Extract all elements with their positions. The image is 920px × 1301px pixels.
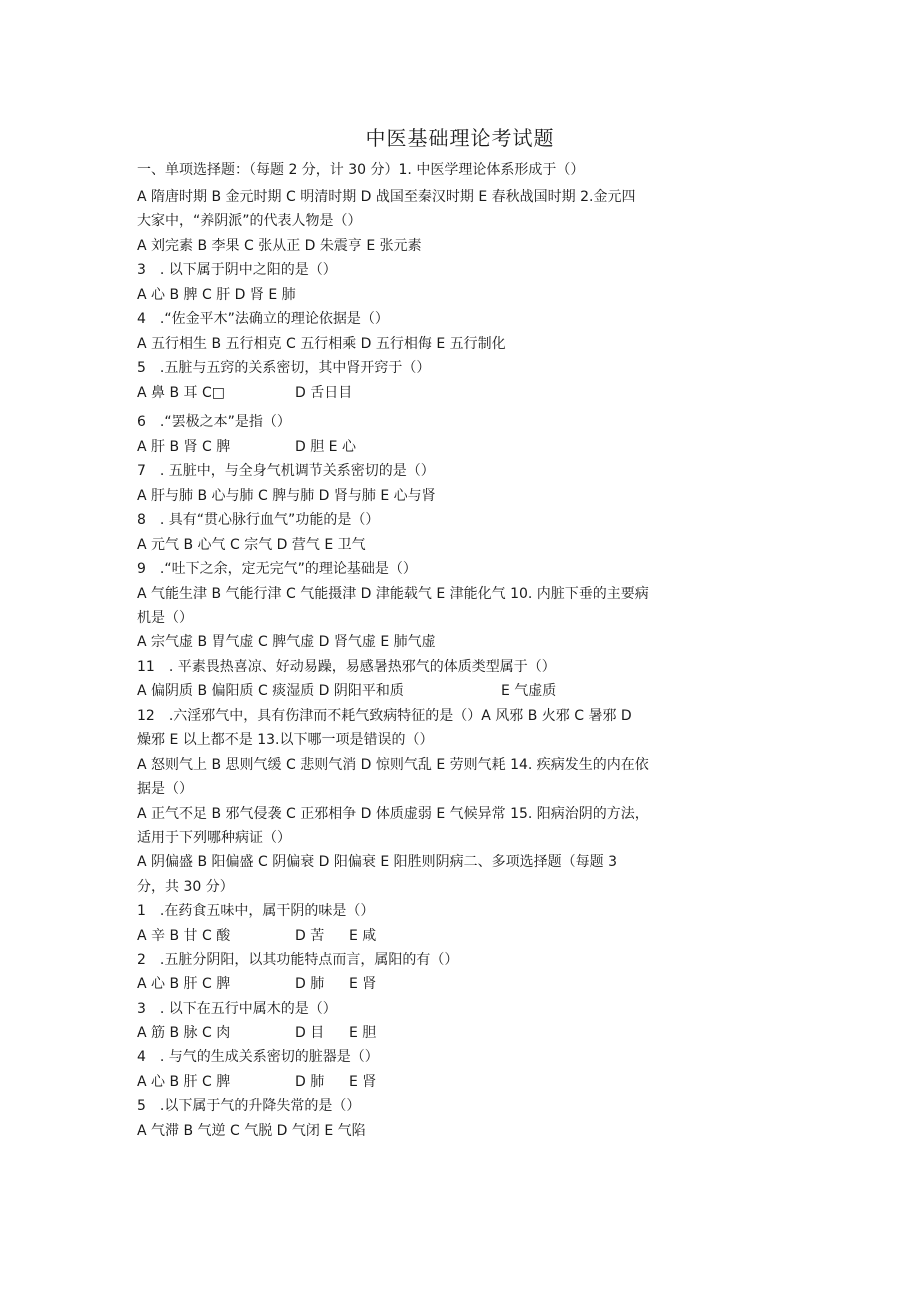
text-line <box>137 437 682 457</box>
text-line: 机是（） <box>137 610 193 626</box>
text-line: A 隋唐时期 B 金元时期 C 明清时期 D 战国至秦汉时期 E 春秋战国时期 2.金元四 <box>137 189 636 205</box>
text-line: A 正气不足 B 邪气侵袭 C 正邪相争 D 体质虚弱 E 气候异常 15. 阳病治阴的方法， <box>137 806 649 822</box>
text-line: 4 . 与气的生成关系密切的脏器是（） <box>137 1049 379 1065</box>
text-segment: E 肾 <box>349 976 377 992</box>
text-line: 8 . 具有“贯心脉行血气”功能的是（） <box>137 512 380 528</box>
text-line: 9 .“吐下之余，定无完气”的理论基础是（） <box>137 561 417 577</box>
text-segment: D 苦 <box>295 928 325 944</box>
text-line: 6 .“罢极之本”是指（） <box>137 414 291 430</box>
text-line: A 宗气虚 B 胃气虚 C 脾气虚 D 肾气虚 E 肺气虚 <box>137 634 436 650</box>
text-line: 适用于下列哪种病证（） <box>137 830 291 846</box>
text-segment: A 筋 B 脉 C 肉 <box>137 1025 231 1041</box>
text-line: 4 .“佐金平木”法确立的理论依据是（） <box>137 311 389 327</box>
text-line: 3 . 以下在五行中属木的是（） <box>137 1001 337 1017</box>
text-line: A 怒则气上 B 思则气缓 C 悲则气消 D 惊则气乱 E 劳则气耗 14. 疾病发生的内在依 <box>137 757 649 773</box>
text-line <box>137 926 682 946</box>
text-segment: E 肾 <box>349 1074 377 1090</box>
text-line: 5 .五脏与五窍的关系密切，其中肾开窍于（） <box>137 360 431 376</box>
text-line: 2 .五脏分阴阳，以其功能特点而言，属阳的有（） <box>137 952 459 968</box>
text-segment: D 肺 <box>295 1074 325 1090</box>
text-segment: D 目 <box>295 1025 325 1041</box>
text-segment: A 心 B 肝 C 脾 <box>137 976 231 992</box>
text-line: A 气能生津 B 气能行津 C 气能摄津 D 津能载气 E 津能化气 10. 内脏下垂的主要病 <box>137 586 649 602</box>
text-line: 大家中，“养阴派”的代表人物是（） <box>137 213 362 229</box>
text-line: 5 .以下属于气的升降失常的是（） <box>137 1098 361 1114</box>
text-line: 燥邪 E 以上都不是 13.以下哪一项是错误的（） <box>137 732 434 748</box>
text-line: A 五行相生 B 五行相克 C 五行相乘 D 五行相侮 E 五行制化 <box>137 336 506 352</box>
text-line: 12 .六淫邪气中，具有伤津而不耗气致病特征的是（）A 风邪 B 火邪 C 暑邪 D <box>137 708 632 724</box>
text-line: 7 . 五脏中，与全身气机调节关系密切的是（） <box>137 463 435 479</box>
text-segment: A 肝 B 肾 C 脾 <box>137 439 231 455</box>
text-line: A 肝与肺 B 心与肺 C 脾与肺 D 肾与肺 E 心与肾 <box>137 488 436 504</box>
text-segment: A 辛 B 甘 C 酸 <box>137 928 231 944</box>
text-segment: D 肺 <box>295 976 325 992</box>
text-segment: A 鼻 B 耳 C□ <box>137 385 225 401</box>
document-title: 中医基础理论考试题 <box>365 126 555 150</box>
text-line <box>137 383 682 403</box>
text-segment: A 偏阴质 B 偏阳质 C 痰湿质 D 阴阳平和质 <box>137 683 404 699</box>
text-segment: A 心 B 肝 C 脾 <box>137 1074 231 1090</box>
text-line <box>137 1023 682 1043</box>
text-line <box>137 1072 682 1092</box>
text-line: A 元气 B 心气 C 宗气 D 营气 E 卫气 <box>137 537 366 553</box>
text-line: A 阴偏盛 B 阳偏盛 C 阴偏衰 D 阳偏衰 E 阳胜则阴病二、多项选择题（每题 3 <box>137 854 617 870</box>
text-line <box>137 974 682 994</box>
text-segment: D 胆 E 心 <box>295 439 356 455</box>
text-segment: E 胆 <box>349 1025 377 1041</box>
text-line: A 气滞 B 气逆 C 气脱 D 气闭 E 气陷 <box>137 1123 366 1139</box>
text-segment: E 气虚质 <box>501 683 557 699</box>
text-line: A 刘完素 B 李果 C 张从正 D 朱震亨 E 张元素 <box>137 238 422 254</box>
text-line: 11 . 平素畏热喜凉、好动易躁，易感暑热邪气的体质类型属于（） <box>137 659 556 675</box>
text-line: A 心 B 脾 C 肝 D 肾 E 肺 <box>137 287 296 303</box>
text-line <box>137 681 682 701</box>
text-segment: E 咸 <box>349 928 377 944</box>
text-line: 1 .在药食五味中，属干阴的味是（） <box>137 903 375 919</box>
text-line: 据是（） <box>137 781 193 797</box>
text-line: 一、单项选择题：（每题 2 分，计 30 分）1. 中医学理论体系形成于（） <box>137 162 585 178</box>
text-line: 3 . 以下属于阴中之阳的是（） <box>137 262 337 278</box>
text-segment: D 舌日目 <box>295 385 353 401</box>
text-line: 分，共 30 分） <box>137 879 234 895</box>
